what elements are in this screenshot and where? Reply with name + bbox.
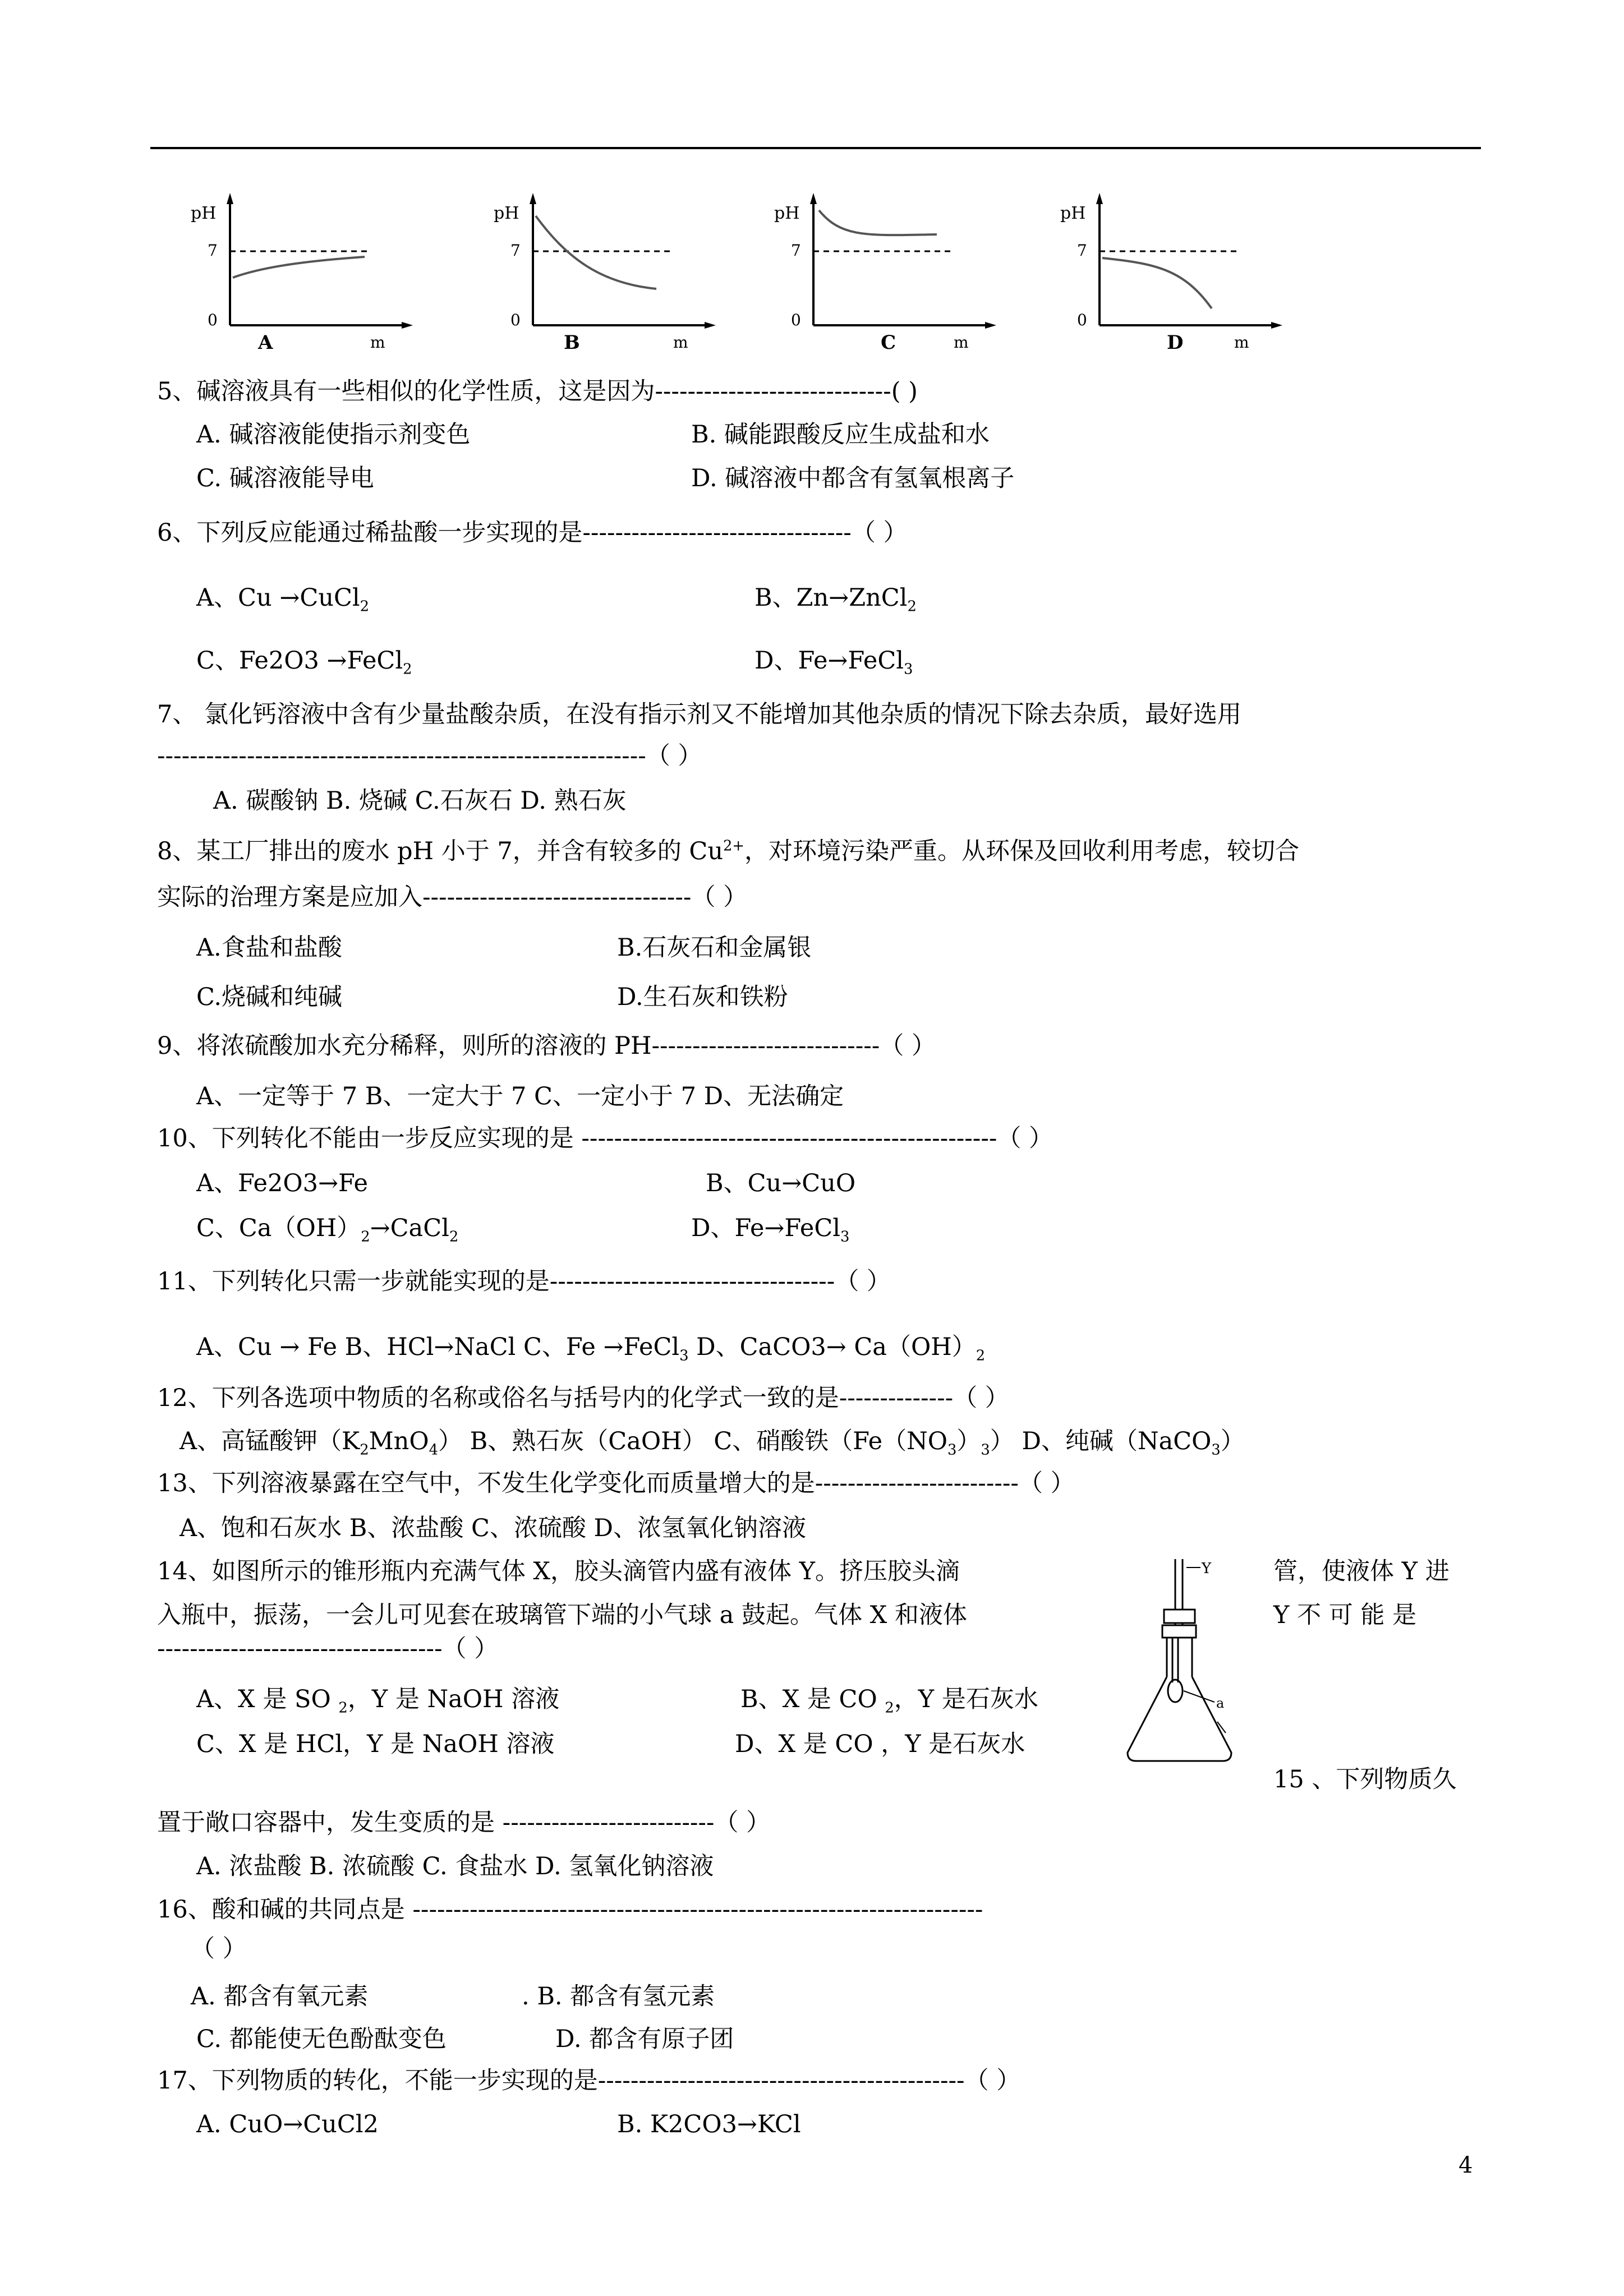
q5-option-d: D. 碱溶液中都含有氢氧根离子 <box>691 464 1015 492</box>
graph-d-ylabel: pH <box>1060 204 1086 223</box>
q15-stem: 置于敞口容器中，发生变质的是 --------------------------（ ） <box>157 1809 771 1837</box>
q8-option-b: B.石灰石和金属银 <box>617 934 812 962</box>
graph-d-letter: D <box>1167 331 1184 354</box>
q6-stem: 6、下列反应能通过稀盐酸一步实现的是---------------------------------（ ） <box>157 519 908 547</box>
graph-c-xlabel: m <box>954 333 969 352</box>
q8-answer-line: 实际的治理方案是应加入---------------------------------（ ） <box>157 883 748 911</box>
graph-d-y7: 7 <box>1077 241 1087 260</box>
q5-option-b: B. 碱能跟酸反应生成盐和水 <box>691 421 990 449</box>
q8-option-a: A.食盐和盐酸 <box>196 934 342 962</box>
conical-flask-figure <box>1122 1553 1251 1767</box>
graph-d-xlabel: m <box>1234 333 1249 352</box>
graph-b-xlabel: m <box>673 333 688 352</box>
q7-options: A. 碳酸钠 B. 烧碱 C.石灰石 D. 熟石灰 <box>213 787 627 815</box>
q14-option-c: C、X 是 HCl，Y 是 NaOH 溶液 <box>196 1730 555 1758</box>
q6-option-d: D、Fe→FeCl$_3$ <box>755 647 913 678</box>
graph-a-origin: 0 <box>208 311 218 329</box>
q5-stem: 5、碱溶液具有一些相似的化学性质，这是因为-----------------------------( ) <box>157 377 918 405</box>
q16-option-c: C. 都能使无色酚酞变色 <box>196 2025 447 2053</box>
q10-stem: 10、下列转化不能由一步反应实现的是 ---------------------------------------------------（ ） <box>157 1124 1053 1152</box>
ph-graph-d <box>1055 185 1290 359</box>
flask-label-y: Y <box>1202 1560 1212 1577</box>
q17-stem: 17、下列物质的转化，不能一步实现的是---------------------------------------------（ ） <box>157 2067 1021 2095</box>
q11-options: A、Cu → Fe B、HCl→NaCl C、Fe →FeCl$_3$ D、CaCO3→ $Ca(OH)_2$ <box>196 1333 986 1364</box>
q10-option-a: A、Fe2O3→Fe <box>196 1169 368 1197</box>
q7-stem: 7、 氯化钙溶液中含有少量盐酸杂质，在没有指示剂又不能增加其他杂质的情况下除去杂质，最好选用 <box>157 700 1242 729</box>
q14-answer-line: -----------------------------------（ ） <box>157 1635 499 1663</box>
q9-stem: 9、将浓硫酸加水充分稀释，则所的溶液的 PH----------------------------（ ） <box>157 1032 936 1060</box>
q10-option-d: D、Fe→FeCl$_3$ <box>691 1214 850 1246</box>
q9-options: A、一定等于 7 B、一定大于 7 C、一定小于 7 D、无法确定 <box>196 1082 844 1110</box>
q12-stem: 12、下列各选项中物质的名称或俗名与括号内的化学式一致的是--------------（ ） <box>157 1384 1009 1412</box>
q17-option-a: A. CuO→CuCl2 <box>196 2110 379 2138</box>
graph-b-letter: B <box>564 331 580 354</box>
q5-option-c: C. 碱溶液能导电 <box>196 464 374 492</box>
flask-label-a: a <box>1216 1695 1225 1711</box>
graph-a-ylabel: pH <box>191 204 217 223</box>
q8-option-d: D.生石灰和铁粉 <box>617 983 788 1011</box>
graph-c-ylabel: pH <box>774 204 800 223</box>
q14-stem-line2-right: Y 不 可 能 是 <box>1273 1601 1417 1629</box>
q8-option-c: C.烧碱和纯碱 <box>196 983 343 1011</box>
ph-graph-a <box>185 185 421 359</box>
q15-options: A. 浓盐酸 B. 浓硫酸 C. 食盐水 D. 氢氧化钠溶液 <box>196 1852 714 1880</box>
q16-option-a: A. 都含有氧元素 <box>191 1983 369 2011</box>
q6-option-c: C、Fe2O3 →FeCl$_2$ <box>196 647 412 678</box>
q6-option-a: A、Cu →CuCl$_2$ <box>196 584 370 615</box>
graph-a-y7: 7 <box>208 241 218 260</box>
graph-a-letter: A <box>258 331 273 354</box>
q13-stem: 13、下列溶液暴露在空气中，不发生化学变化而质量增大的是-------------------------（ ） <box>157 1469 1075 1497</box>
q12-options: A、高锰酸钾$(K_2MnO_4)$ B、熟石灰（CaOH） C、硝酸铁$(Fe(NO_3)_3)$ D、纯碱（NaCO$_3$） <box>180 1427 1245 1459</box>
q14-option-a: A、X 是 SO $_2$，Y 是 NaOH 溶液 <box>196 1685 560 1717</box>
q17-option-b: B. K2CO3→KCl <box>617 2110 801 2138</box>
graph-a-xlabel: m <box>370 333 385 352</box>
ph-graph-b <box>488 185 724 359</box>
q11-stem: 11、下列转化只需一步就能实现的是-----------------------------------（ ） <box>157 1267 891 1295</box>
q14-stem-line1-left: 14、如图所示的锥形瓶内充满气体 X，胶头滴管内盛有液体 Y。挤压胶头滴 <box>157 1557 960 1585</box>
q16-stem: 16、酸和碱的共同点是 ---------------------------------------------------------------------- <box>157 1896 983 1924</box>
graph-b-y7: 7 <box>510 241 521 260</box>
q10-option-b: B、Cu→CuO <box>706 1169 856 1197</box>
graph-c-y7: 7 <box>791 241 801 260</box>
graph-b-origin: 0 <box>510 311 521 329</box>
q14-option-b: B、X 是 CO $_2$，Y 是石灰水 <box>740 1685 1038 1717</box>
q16-option-b: . B. 都含有氢元素 <box>522 1983 715 2011</box>
q16-answer-paren: （ ） <box>191 1935 247 1963</box>
q10-option-c: C、$Ca(OH)_2\to CaCl_2$ <box>196 1214 459 1246</box>
graph-d-origin: 0 <box>1077 311 1087 329</box>
page-number: 4 <box>1459 2152 1473 2178</box>
ph-graph-c <box>769 185 1004 359</box>
header-rule <box>150 147 1481 149</box>
q5-option-a: A. 碱溶液能使指示剂变色 <box>196 421 471 449</box>
graph-c-letter: C <box>881 331 896 354</box>
q7-answer-line: ------------------------------------------------------------（ ） <box>157 742 702 770</box>
graph-c-origin: 0 <box>791 311 801 329</box>
q15-stem-right: 15 、下列物质久 <box>1273 1765 1457 1794</box>
q14-stem-line2-left: 入瓶中，振荡，一会儿可见套在玻璃管下端的小气球 a 鼓起。气体 X 和液体 <box>157 1601 967 1629</box>
q13-options: A、饱和石灰水 B、浓盐酸 C、浓硫酸 D、浓氢氧化钠溶液 <box>180 1514 807 1542</box>
q8-stem: 8、某工厂排出的废水 pH 小于 7，并含有较多的 $Cu^{2+}$，对环境污染严重。从环保及回收利用考虑，较切合 <box>157 837 1300 865</box>
graph-b-ylabel: pH <box>494 204 519 223</box>
q14-option-d: D、X 是 CO ，Y 是石灰水 <box>735 1730 1025 1758</box>
q6-option-b: B、Zn→ZnCl$_2$ <box>755 584 917 615</box>
q14-stem-line1-right: 管，使液体 Y 进 <box>1273 1557 1450 1585</box>
q16-option-d: D. 都含有原子团 <box>555 2025 734 2053</box>
